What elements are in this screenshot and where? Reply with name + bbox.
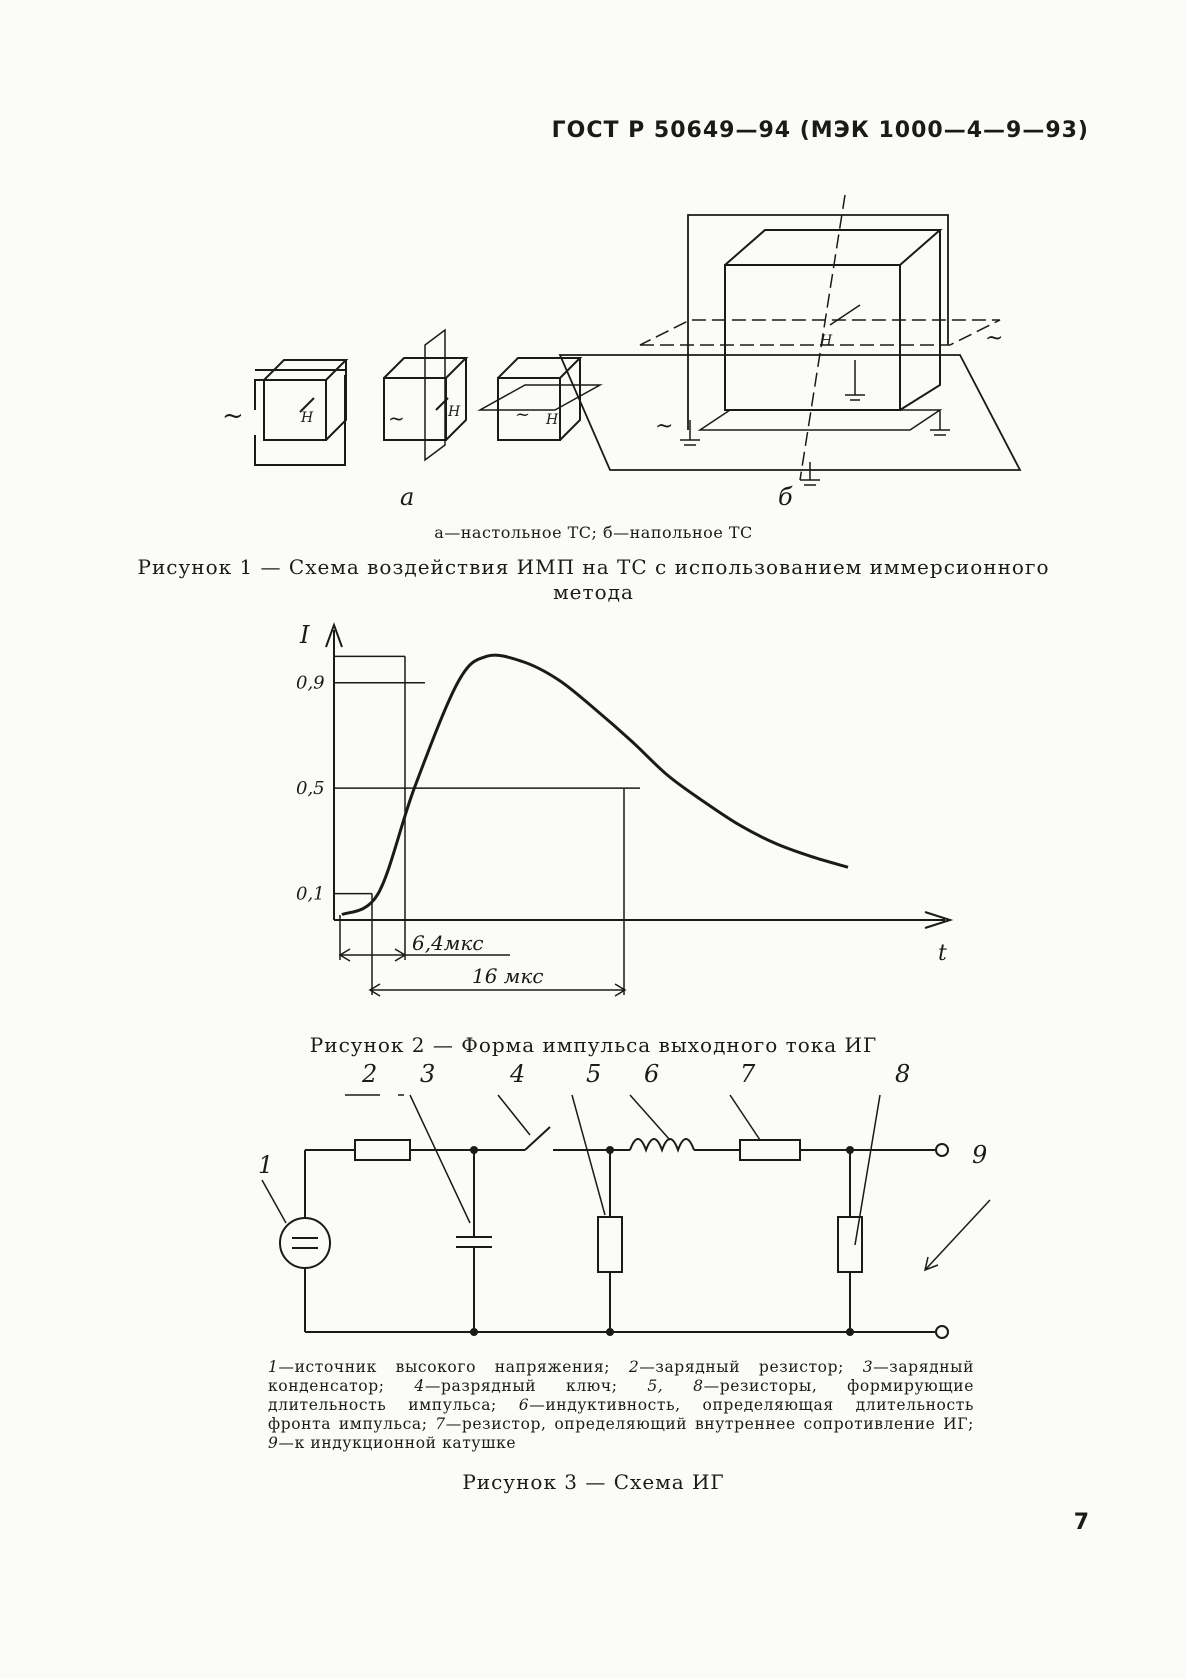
component-number-4: 4: [510, 1060, 526, 1088]
legend-number: 3: [862, 1358, 874, 1376]
legend-text: —разрядный ключ;: [424, 1377, 648, 1395]
resistor-5: [598, 1217, 622, 1272]
legend-text: —к индукционной катушке: [278, 1434, 517, 1452]
x-axis-label: t: [938, 941, 947, 966]
floor-field: Н: [820, 333, 833, 349]
component-number-3: 3: [420, 1060, 436, 1088]
legend-number: 2: [628, 1358, 640, 1376]
floor-equipment: [560, 195, 1020, 485]
series-line: [342, 655, 848, 915]
figure3-caption: Рисунок 3 — Схема ИГ: [462, 1470, 725, 1494]
inductor-6: [630, 1139, 694, 1150]
cube-loop-2: [384, 330, 466, 460]
figure1-caption-line2: метода: [553, 580, 634, 604]
cube2-source: ~: [388, 406, 405, 430]
y-tick-label: 0,1: [296, 883, 325, 905]
floor-source: ~: [655, 414, 674, 439]
document-header: ГОСТ Р 50649—94 (МЭК 1000—4—9—93): [551, 118, 1089, 143]
y-axis: [326, 625, 342, 920]
component-number-9: 9: [972, 1141, 988, 1169]
legend-text: —зарядный конденсатор;: [268, 1358, 975, 1395]
cube2-field: Н: [448, 404, 461, 420]
legend-number: 7: [435, 1415, 446, 1433]
legend-number: 5, 8: [647, 1377, 704, 1395]
component-numbers: [258, 1060, 987, 1179]
component-number-2: 2: [362, 1060, 378, 1088]
cube-loop-3: [480, 358, 600, 440]
output-terminal-bottom: [936, 1326, 948, 1338]
legend-text: —зарядный резистор;: [639, 1358, 863, 1376]
legend-number: 9: [268, 1434, 279, 1452]
figure2-chart: [0, 615, 1187, 1015]
resistor-2: [355, 1140, 410, 1160]
component-number-1: 1: [258, 1151, 274, 1179]
figure3-legend: [268, 1358, 974, 1453]
legend-text: —резистор, определяющий внутреннее сопротивление ИГ;: [445, 1415, 974, 1433]
resistor-7: [740, 1140, 800, 1160]
figure1-caption-line1: Рисунок 1 — Схема воздействия ИМП на ТС с использованием иммерсионного: [137, 555, 1050, 579]
figure1-label-b: б: [778, 483, 793, 511]
figure1-sublegend: а—настольное ТС; б—напольное ТС: [434, 523, 753, 542]
figure1-diagram: [0, 0, 1187, 520]
component-number-5: 5: [586, 1060, 602, 1088]
y-axis-label: I: [300, 621, 310, 649]
legend-text: —индуктивность, определяющая длительность фронта импульса;: [268, 1396, 974, 1433]
source-1: [280, 1218, 330, 1268]
cube1-field: Н: [301, 410, 314, 426]
legend-number: 1: [268, 1358, 279, 1376]
component-number-8: 8: [895, 1060, 911, 1088]
legend-text: —источник высокого напряжения;: [278, 1358, 629, 1376]
legend-text: —резисторы, формирующие длительность импульса;: [268, 1377, 974, 1414]
switch-4: [525, 1127, 550, 1150]
page-number: 7: [1073, 1510, 1089, 1535]
x-axis: [334, 912, 950, 928]
dim-width-label: 16 мкс: [472, 964, 544, 988]
figure1-label-a: а: [400, 483, 415, 511]
y-tick-label: 0,5: [296, 778, 325, 800]
y-tick-label: 0,9: [296, 672, 325, 694]
y-ticks: [296, 673, 325, 905]
component-number-7: 7: [740, 1060, 756, 1088]
legend-number: 6: [518, 1396, 530, 1414]
dim-rise-label: 6,4мкс: [412, 931, 484, 955]
floor-loop-source: ~: [985, 326, 1004, 351]
legend-number: 4: [414, 1377, 425, 1395]
cube1-source: ~: [222, 401, 244, 431]
cube3-source: ~: [515, 404, 531, 425]
output-terminal-top: [936, 1144, 948, 1156]
figure2-caption: Рисунок 2 — Форма импульса выходного тока ИГ: [309, 1033, 878, 1057]
component-number-6: 6: [644, 1060, 660, 1088]
figure3-circuit: [0, 1060, 1187, 1355]
cube3-field: Н: [546, 412, 559, 428]
